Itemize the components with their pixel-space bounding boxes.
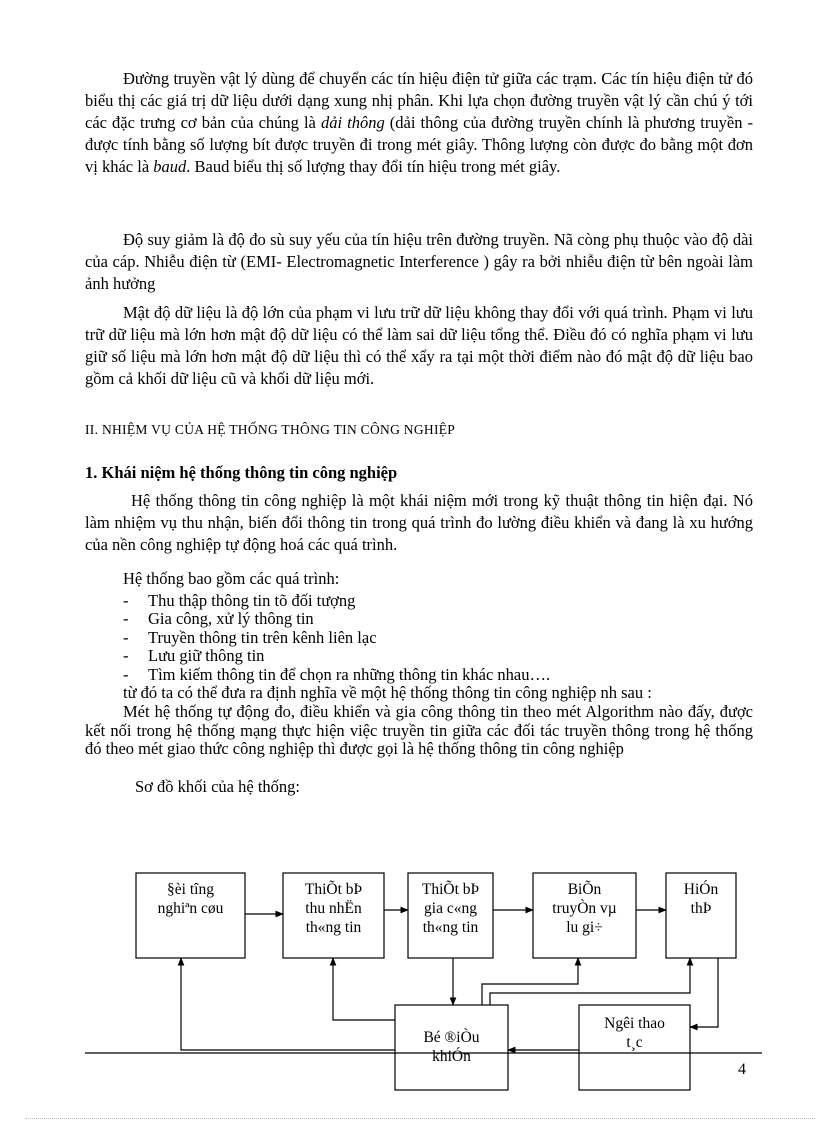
paragraph-definition-intro: từ đó ta có thể đưa ra định nghĩa về một hệ thống thông tin công nghiệp nh sau : <box>123 683 652 702</box>
list-dash: - <box>123 591 129 610</box>
list-dash: - <box>123 646 129 666</box>
list-item-text: Lưu giữ thông tin <box>148 646 265 666</box>
arrow-controller-to-object <box>181 958 395 1050</box>
label-line: gia c«ng <box>424 900 477 917</box>
label-line: Ngêi thao <box>604 1015 665 1032</box>
label-line: §èi tîng <box>167 881 214 898</box>
box-display-label <box>666 880 736 918</box>
subsection-heading: 1. Khái niệm hệ thống thông tin công nghiệp <box>85 463 398 482</box>
arrow-controller-to-transmit <box>482 958 578 1005</box>
box-controller-label <box>395 1028 508 1066</box>
label-line: thÞ <box>690 900 712 917</box>
label-line: truyÒn vµ <box>552 900 617 917</box>
list-item-text: Truyền thông tin trên kênh liên lạc <box>148 627 377 647</box>
label-line: lu gi÷ <box>566 919 603 936</box>
box-operator-label <box>579 1014 690 1052</box>
text-run: . Baud biểu thị số lượng thay đổi tín hiệu trong mét giây. <box>186 157 561 176</box>
label-line: ThiÕt bÞ <box>421 881 480 898</box>
label-line: Bé ®iÒu <box>423 1029 480 1046</box>
label-line: ThiÕt bÞ <box>304 881 363 898</box>
list-item-text: Gia công, xử lý thông tin <box>148 609 314 629</box>
emphasis-baud: baud <box>153 157 187 176</box>
label-line: t¸c <box>626 1034 643 1051</box>
label-line: th«ng tin <box>422 919 479 936</box>
box-research-object-label <box>136 880 245 918</box>
label-line: nghiªn cøu <box>157 900 224 917</box>
label-line: thu nhËn <box>305 900 362 917</box>
list-dash: - <box>123 664 129 684</box>
emphasis-bandwidth: dải thông <box>320 113 385 132</box>
label-line: BiÕn <box>567 881 602 898</box>
paragraph-diagram-caption: Sơ đồ khối của hệ thống: <box>135 777 300 796</box>
section-heading: II. NHIỆM VỤ CỦA HỆ THỐNG THÔNG TIN CÔNG NGHIỆP <box>85 422 456 437</box>
paragraph-concept: Hệ thống thông tin công nghiệp là một khái niệm mới trong kỹ thuật thông tin hiện đại. Nó làm nhiệm vụ thu nhận, biến đổi thông tin trong quá trình đo lường điều khiển và đang là xu hướng của nền công nghiệp tự động hoá các quá trình. <box>85 491 753 554</box>
label-line: khiÓn <box>432 1048 471 1065</box>
list-dash: - <box>123 627 129 647</box>
box-processing-device-label <box>408 880 493 937</box>
list-dash: - <box>123 609 129 629</box>
label-line: th«ng tin <box>305 919 362 936</box>
arrow-controller-to-acquisition <box>333 958 395 1020</box>
paragraph-attenuation: Độ suy giảm là độ đo sù suy yếu của tín hiệu trên đường truyền. Nã còng phụ thuộc vào độ dài của cáp. Nhiễu điện từ (EMI- Electromagnetic Interference ) gây ra bởi nhiễu điện từ bên ngoài làm ảnh hưởng <box>85 230 753 293</box>
arrow-controller-to-display <box>490 958 690 1005</box>
box-acquisition-device-label <box>283 880 384 937</box>
text-run: Đường truyền vật lý dùng để chuyển các tín hiệu điện tử giữa các trạm. Các tín hiệu điện tử đó biểu thị các giá trị dữ liệu dưới dạng xung nhị phân. Khi lựa chọn đường truyền vật lý cần chú ý tới các đặc trưng cơ bản của chúng là <box>85 69 753 132</box>
list-intro: Hệ thống bao gồm các quá trình: <box>123 569 340 588</box>
list-item-text: Tìm kiếm thông tin để chọn ra những thông tin khác nhau…. <box>148 664 551 684</box>
paragraph-definition: Mét hệ thống tự động đo, điều khiển và gia công thông tin theo mét Algorithm nào đấy, được kết nối trong hệ thống mạng thực hiện việc truyền tin giữa các đối tác truyền thông trong hệ thống đó theo mét giao thức công nghiệp thì được gọi là hệ thống thông tin công nghiệp <box>85 702 753 758</box>
label-line: HiÓn <box>683 881 719 898</box>
box-transmit-store-label <box>533 880 636 937</box>
page-number: 4 <box>738 1061 746 1078</box>
arrow-display-to-operator <box>690 958 718 1027</box>
list-item-text: Thu thập thông tin tõ đối tượng <box>148 591 356 610</box>
paragraph-data-density: Mật độ dữ liệu là độ lớn của phạm vi lưu trữ dữ liệu không thay đổi với quá trình. Phạm vi lưu trữ dữ liệu mà lớn hơn mật độ dữ liệu có thể làm sai dữ liệu tổng thể. Điều đó có nghĩa phạm vi lưu giữ số liệu mà lớn hơn mật độ dữ liệu thì có thể xẩy ra tại một thời điểm nào đó mật độ dữ liệu bao gồm cả khối dữ liệu cũ và khối dữ liệu mới. <box>85 303 753 388</box>
text-run: (dải thông của đường truyền chính là phương truyền - được tính bằng số lượng bít được truyền đi trong mét giây. Thông lượng còn được đo bằng một đơn vị khác là <box>85 113 754 176</box>
page-bottom-border <box>25 1118 815 1119</box>
